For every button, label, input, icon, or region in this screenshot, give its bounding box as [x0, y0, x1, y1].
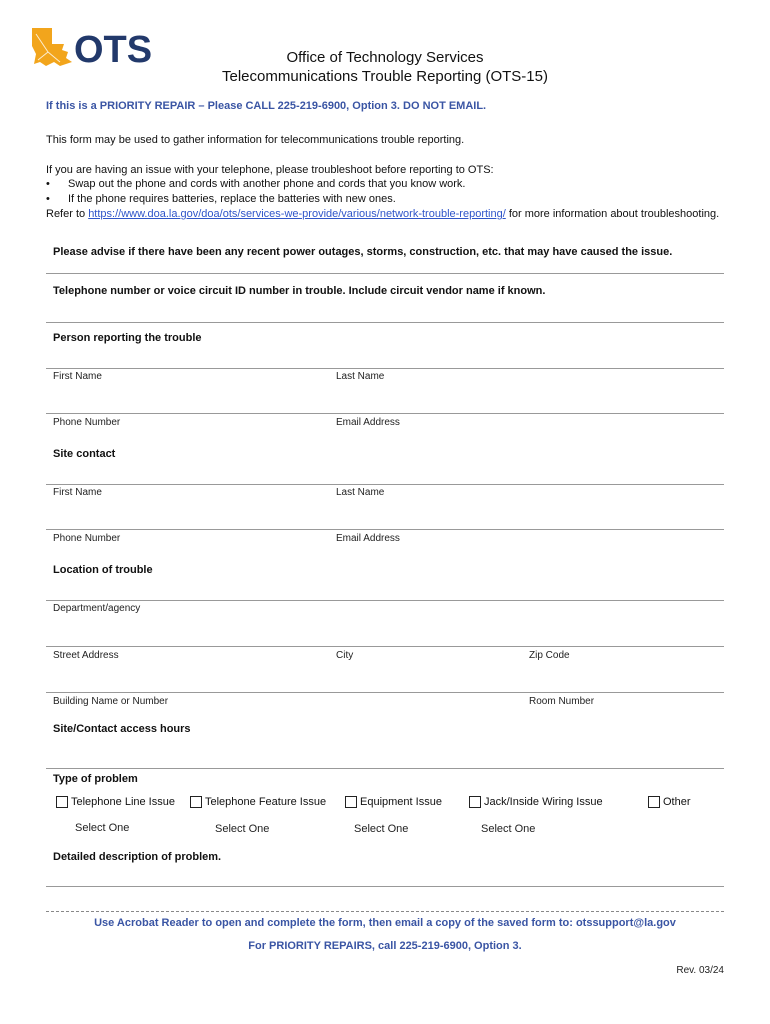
jack-wiring-select[interactable]: Select One: [481, 823, 536, 835]
checkbox-box[interactable]: [648, 796, 660, 808]
reporter-name-field[interactable]: [46, 413, 724, 414]
description-field[interactable]: [46, 886, 724, 887]
priority-notice: If this is a PRIORITY REPAIR – Please CALL 225-219-6900, Option 3. DO NOT EMAIL.: [46, 100, 487, 112]
refer-suffix: for more information about troubleshooting.: [505, 208, 720, 220]
revision-label: Rev. 03/24: [676, 965, 724, 976]
description-heading: Detailed description of problem.: [53, 851, 222, 863]
priority-footer-note: For PRIORITY REPAIRS, call 225-219-6900, Option 3.: [248, 940, 522, 952]
checkbox-telephone-line[interactable]: [56, 796, 175, 808]
divider: [46, 368, 724, 369]
checkbox-label: Telephone Line Issue: [71, 796, 175, 808]
acrobat-note: Use Acrobat Reader to open and complete the form, then email a copy of the saved form to: otssupport@la.gov: [94, 917, 676, 929]
bullet-icon: •: [46, 178, 50, 190]
person-reporting-heading: Person reporting the trouble: [53, 332, 202, 344]
bullet-text: If the phone requires batteries, replace the batteries with new ones.: [68, 193, 396, 205]
refer-prefix: Refer to: [46, 208, 89, 220]
troubleshoot-bullet-1: [46, 177, 465, 191]
reporter-last-name-label: Last Name: [336, 371, 385, 382]
checkbox-telephone-feature[interactable]: [190, 796, 326, 808]
troubleshoot-bullet-2: [46, 192, 396, 206]
checkbox-box[interactable]: [190, 796, 202, 808]
divider: [46, 600, 724, 601]
refer-line: [46, 207, 719, 221]
address-field[interactable]: [46, 692, 724, 693]
bullet-icon: •: [46, 193, 50, 205]
telephone-line-select[interactable]: Select One: [75, 822, 130, 834]
form-title-line2: Telecommunications Trouble Reporting (OTS-15): [222, 68, 548, 85]
bullet-text: Swap out the phone and cords with another phone and cords that you know work.: [68, 178, 466, 190]
site-first-name-label: First Name: [53, 487, 102, 498]
circuit-id-field[interactable]: [46, 322, 724, 323]
site-email-label: Email Address: [336, 533, 400, 544]
telephone-feature-select[interactable]: Select One: [215, 823, 270, 835]
form-title-line1: Office of Technology Services: [286, 49, 484, 66]
reporter-first-name-label: First Name: [53, 371, 102, 382]
building-label: Building Name or Number: [53, 696, 169, 707]
room-label: Room Number: [529, 696, 595, 707]
equipment-select[interactable]: Select One: [354, 823, 409, 835]
site-last-name-label: Last Name: [336, 487, 385, 498]
city-label: City: [336, 650, 354, 661]
power-outage-question: Please advise if there have been any recent power outages, storms, construction, etc. that may have caused the issue.: [53, 246, 673, 258]
problem-type-heading: Type of problem: [53, 773, 138, 785]
footer-divider: [46, 911, 724, 912]
department-label: Department/agency: [53, 603, 141, 614]
reporter-phone-label: Phone Number: [53, 417, 121, 428]
location-heading: Location of trouble: [53, 564, 153, 576]
intro-text: This form may be used to gather information for telecommunications trouble reporting.: [46, 134, 465, 146]
checkbox-label: Telephone Feature Issue: [205, 796, 327, 808]
checkbox-other[interactable]: [648, 796, 691, 808]
checkbox-jack-wiring[interactable]: [469, 796, 603, 808]
reporter-email-label: Email Address: [336, 417, 400, 428]
checkbox-box[interactable]: [345, 796, 357, 808]
checkbox-box[interactable]: [469, 796, 481, 808]
checkbox-label: Other: [663, 796, 691, 808]
power-outage-field[interactable]: [46, 273, 724, 274]
checkbox-label: Equipment Issue: [360, 796, 442, 808]
checkbox-equipment[interactable]: [345, 796, 442, 808]
troubleshoot-lead: If you are having an issue with your telephone, please troubleshoot before reporting to OTS:: [46, 164, 494, 176]
zip-label: Zip Code: [529, 650, 570, 661]
site-phone-label: Phone Number: [53, 533, 121, 544]
checkbox-box[interactable]: [56, 796, 68, 808]
checkbox-label: Jack/Inside Wiring Issue: [484, 796, 603, 808]
svg-text:OTS: OTS: [74, 29, 153, 71]
site-contact-heading: Site contact: [53, 448, 116, 460]
divider: [46, 484, 724, 485]
department-field[interactable]: [46, 646, 724, 647]
access-hours-heading: Site/Contact access hours: [53, 723, 191, 735]
troubleshooting-link[interactable]: https://www.doa.la.gov/doa/ots/services-we-provide/various/network-trouble-reporting/: [88, 208, 506, 220]
street-label: Street Address: [53, 650, 119, 661]
access-hours-field[interactable]: [46, 768, 724, 769]
site-name-field[interactable]: [46, 529, 724, 530]
circuit-id-question: Telephone number or voice circuit ID number in trouble. Include circuit vendor name if known.: [53, 285, 546, 297]
